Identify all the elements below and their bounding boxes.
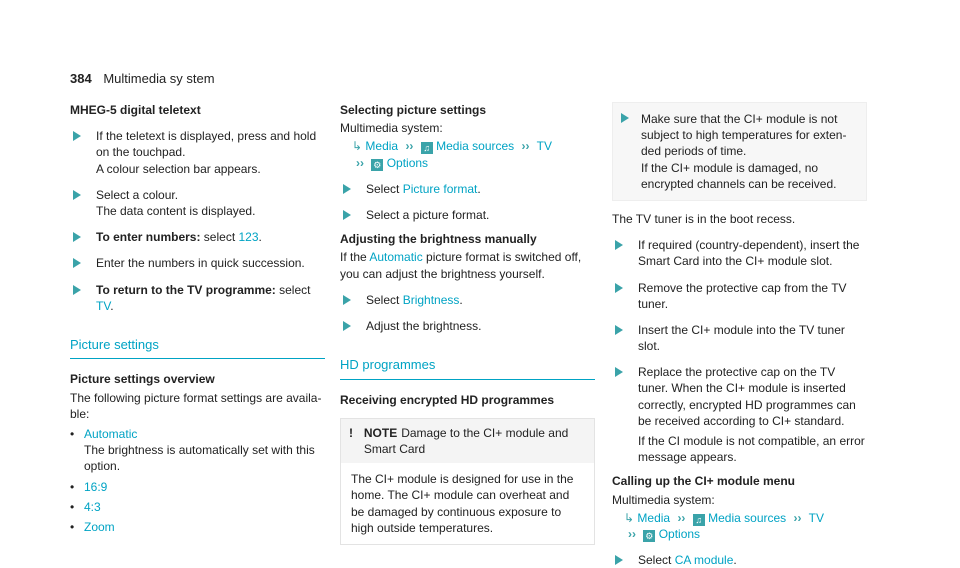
arrow-right-icon <box>615 555 623 565</box>
return-arrow-icon: ↳ <box>352 139 363 154</box>
picture-settings-heading: Selecting picture settings <box>340 103 487 117</box>
media-sources-icon: ♫ <box>693 514 705 526</box>
warning-icon: ! <box>349 425 353 440</box>
chevron-double-icon: ›› <box>356 155 364 170</box>
step: Select a picture format. <box>340 207 595 223</box>
arrow-right-icon <box>615 325 623 335</box>
media-sources-icon: ♫ <box>421 142 433 154</box>
menu-path <box>612 510 867 542</box>
teletext-heading: MHEG-5 digital teletext <box>70 103 201 117</box>
options-gear-icon: ⚙ <box>645 530 654 541</box>
arrow-right-icon <box>73 258 81 268</box>
list-item: • 16:9 <box>70 479 108 494</box>
section-title-picture: Picture settings <box>70 336 325 360</box>
path-options[interactable]: Options <box>386 155 429 170</box>
path-tv[interactable]: TV <box>536 139 552 154</box>
step: Remove the protective cap from the TV tuner. <box>612 280 867 312</box>
arrow-right-icon <box>343 210 351 220</box>
note-box: ! NOTE Damage to the CI+ module and Smart Card The CI+ module is designed for use in the home. The CI+ module can overheat and be damaged by continuous exposure to high outside temperatures. <box>340 418 595 545</box>
section-title-hd: HD programmes <box>340 356 595 380</box>
link-automatic[interactable]: Automatic <box>84 426 138 441</box>
overview-text: The following picture format settings are availa-ble: <box>70 390 322 421</box>
chevron-double-icon: ›› <box>405 139 414 154</box>
step: Insert the CI+ module into the TV tuner slot. <box>612 322 867 354</box>
path-media-sources[interactable]: Media sources <box>436 139 515 154</box>
link-123[interactable]: 123 <box>238 230 259 245</box>
list-item: • 4:3 <box>70 499 101 514</box>
column-3 <box>612 102 867 568</box>
system-label: Multimedia system: <box>340 121 443 136</box>
link-automatic[interactable]: Automatic <box>369 250 423 265</box>
page-number: 384 <box>70 71 92 86</box>
link-brightness[interactable]: Brightness <box>402 292 460 307</box>
system-label: Multimedia system: <box>612 492 715 507</box>
step: Enter the numbers in quick succession. <box>70 255 325 271</box>
path-media[interactable]: Media <box>637 510 671 525</box>
path-media-sources[interactable]: Media sources <box>708 510 787 525</box>
link-4-3[interactable]: 4:3 <box>84 499 101 514</box>
menu-path <box>340 138 595 170</box>
link-picture-format[interactable]: Picture format <box>402 181 478 196</box>
step: If required (country-dependent), insert the Smart Card into the CI+ module slot. <box>612 237 867 269</box>
link-zoom[interactable]: Zoom <box>84 519 115 534</box>
note-continuation: Make sure that the CI+ module is not subject to high temperatures for exten-ded periods of time. If the CI+ module is damaged, no encrypted channels can be received. <box>612 102 867 201</box>
chevron-double-icon: ›› <box>521 139 530 154</box>
step: Select Brightness. <box>340 292 595 308</box>
arrow-right-icon <box>73 285 81 295</box>
return-arrow-icon: ↳ <box>624 510 635 525</box>
arrow-right-icon <box>615 367 623 377</box>
tuner-text: The TV tuner is in the boot recess. <box>612 211 796 226</box>
step: If the teletext is displayed, press and hold on the touchpad. A colour selection bar appears. <box>70 128 325 177</box>
link-16-9[interactable]: 16:9 <box>84 479 108 494</box>
chevron-double-icon: ›› <box>793 510 802 525</box>
path-media[interactable]: Media <box>365 139 399 154</box>
arrow-right-icon <box>343 321 351 331</box>
brightness-heading: Adjusting the brightness manually <box>340 232 537 247</box>
arrow-right-icon <box>73 131 81 141</box>
receiving-heading: Receiving encrypted HD programmes <box>340 392 555 407</box>
menu-heading: Calling up the CI+ module menu <box>612 474 796 489</box>
arrow-right-icon <box>615 240 623 250</box>
options-gear-icon: ⚙ <box>373 159 382 170</box>
list-item: • Automatic The brightness is automatically set with this option. <box>70 426 325 475</box>
path-options[interactable]: Options <box>658 526 701 541</box>
step: Replace the protective cap on the TV tuner. When the CI+ module is inserted correctly, encrypted HD programmes can be received according to CI+ standard. If the CI module is not compatible, an error message appears. <box>612 364 867 465</box>
chevron-double-icon: ›› <box>677 510 686 525</box>
page-header <box>70 70 215 88</box>
step: To return to the TV programme: select TV. <box>70 282 325 314</box>
step: Select Picture format. <box>340 181 595 197</box>
step: Select a colour. The data content is displayed. <box>70 187 325 219</box>
list-item: • Zoom <box>70 519 115 534</box>
arrow-right-icon <box>73 232 81 242</box>
page-section: Multimedia sy stem <box>103 71 215 86</box>
column-2 <box>340 102 595 545</box>
overview-heading: Picture settings overview <box>70 372 215 387</box>
step: To enter numbers: select 123. <box>70 229 325 245</box>
chevron-double-icon: ›› <box>628 526 636 541</box>
path-tv[interactable]: TV <box>808 510 824 525</box>
arrow-right-icon <box>615 283 623 293</box>
brightness-text: If the Automatic picture format is switched off, you can adjust the brightness yourself. <box>340 250 582 281</box>
arrow-right-icon <box>343 184 351 194</box>
link-tv[interactable]: TV <box>96 298 111 313</box>
column-1 <box>70 102 325 535</box>
step: Adjust the brightness. <box>340 318 595 334</box>
arrow-right-icon <box>343 295 351 305</box>
step: Select CA module. <box>612 552 867 568</box>
link-ca-module[interactable]: CA module <box>674 553 734 568</box>
arrow-right-icon <box>621 113 629 123</box>
arrow-right-icon <box>73 190 81 200</box>
